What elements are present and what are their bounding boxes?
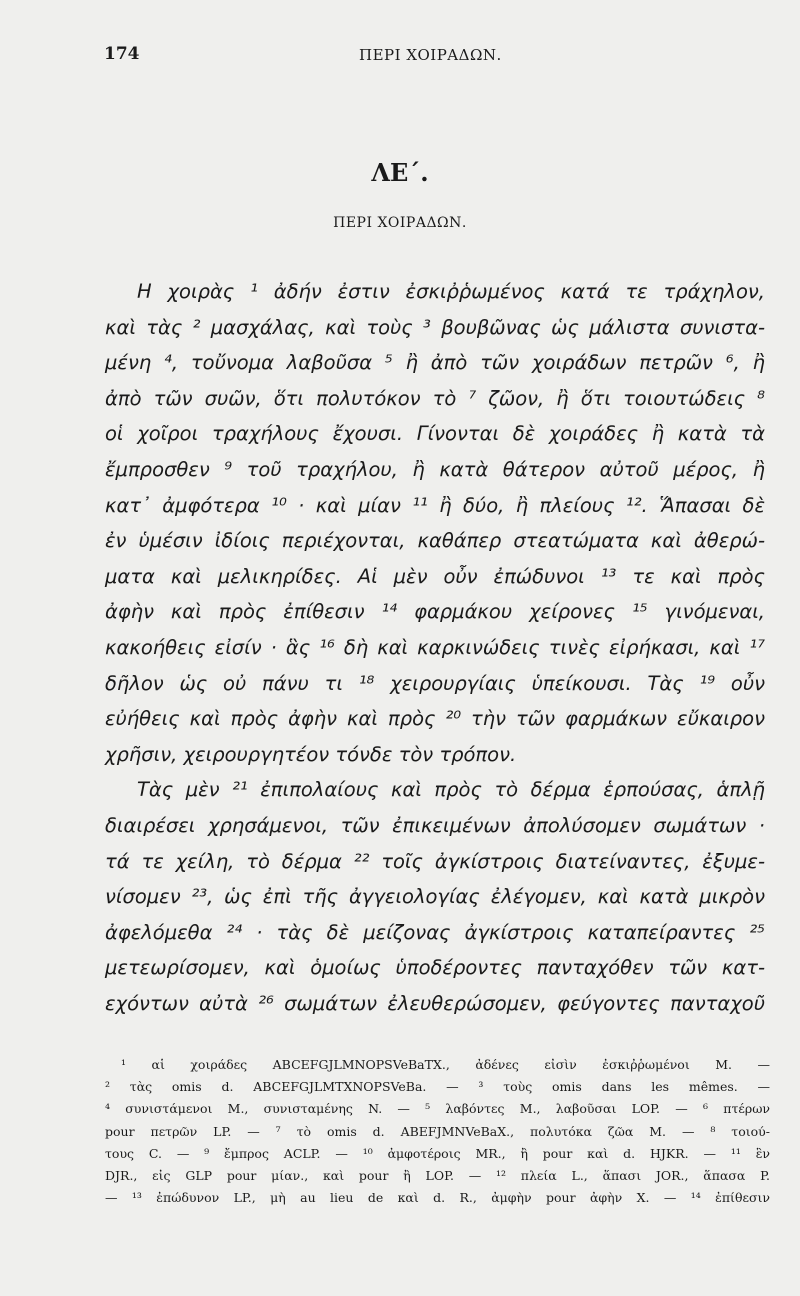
body-line: ἀφελόμεθα ²⁴ · τὰς δὲ μείζονας ἀγκίστροις καταπείραντες ²⁵ [105,920,765,944]
footnote-line: ² τὰς omis d. ABCEFGJLMTXNOPSVeBa. — ³ τοὺς omis dans les mêmes. — [105,1079,770,1095]
body-line: εὐήθεις καὶ πρὸς ἀφὴν καὶ πρὸς ²⁰ τὴν τῶν φαρμάκων εὔκαιρον [105,707,765,731]
footnotes [105,1054,770,1209]
chapter-title: ΠΕΡΙ ΧΟΙΡΑΔΩΝ. [333,215,467,231]
footnote-line: — ¹³ ἐπώδυνον LP., μὴ au lieu de καὶ d. R., ἀμφὴν pour ἀφὴν X. — ¹⁴ ἐπίθεσιν [105,1190,770,1206]
body-line: ματα καὶ μελικηρίδες. Αἱ μὲν οὖν ἐπώδυνοι ¹³ τε καὶ πρὸς [105,564,765,588]
footnote-line: DJR., εἰς GLP pour μίαν., καὶ pour ἢ LOP. — ¹² πλεία L., ἅπασι JOR., ἅπασα P. [105,1167,770,1183]
body-line: ἀφὴν καὶ πρὸς ἐπίθεσιν ¹⁴ φαρμάκου χείρονες ¹⁵ γινόμεναι, [105,600,765,624]
body-line: Η χοιρὰς ¹ ἀδήν ἐστιν ἐσκιῤῥωμένος κατά τε τράχηλον, [137,280,765,303]
body-line: διαιρέσει χρησάμενοι, τῶν ἐπικειμένων ἀπολύσομεν σωμάτων · [105,813,765,837]
footnote-line: ⁴ συνιστάμενοι M., συνισταμένης N. — ⁵ λαβόντες M., λαβοῦσαι LOP. — ⁶ πτέρων [105,1101,770,1117]
body-line: ἐν ὑμέσιν ἰδίοις περιέχονται, καθάπερ στεατώματα καὶ ἀθερώ- [105,529,765,553]
body-line: κατ᾿ ἀμφότερα ¹⁰ · καὶ μίαν ¹¹ ἢ δύο, ἢ πλείους ¹². Ἅπασαι δὲ [105,493,765,517]
body-line: δῆλον ὡς οὐ πάνυ τι ¹⁸ χειρουργίαις ὑπείκουσι. Τὰς ¹⁹ οὖν [105,671,765,695]
body-line: μένη ⁴, τοὔνομα λαβοῦσα ⁵ ἢ ἀπὸ τῶν χοιράδων πετρῶν ⁶, ἢ [105,351,765,375]
running-head [104,44,760,68]
chapter-number: ΛΕ΄. [371,158,429,187]
footnote-line: τους C. — ⁹ ἔμπρος ACLP. — ¹⁰ ἀμφοτέροις MR., ἢ pour καὶ d. HJKR. — ¹¹ ἓν [105,1145,770,1161]
body-line: εχόντων αὐτὰ ²⁶ σωμάτων ἐλευθερώσομεν, φεύγοντες πανταχοῦ [105,991,765,1015]
body-line: μετεωρίσομεν, καὶ ὁμοίως ὑποδέροντες πανταχόθεν τῶν κατ- [105,956,765,980]
running-title: ΠΕΡΙ ΧΟΙΡΑΔΩΝ. [359,46,502,64]
body-line: οἱ χοῖροι τραχήλους ἔχουσι. Γίνονται δὲ χοιράδες ἢ κατὰ τὰ [105,422,765,446]
page-number: 174 [104,44,140,64]
body-line: νίσομεν ²³, ὡς ἐπὶ τῆς ἀγγειολογίας ἐλέγομεν, καὶ κατὰ μικρὸν [105,885,765,909]
body-line: καὶ τὰς ² μασχάλας, καὶ τοὺς ³ βουβῶνας ὡς μάλιστα συνιστα- [105,315,765,339]
body-line: ἀπὸ τῶν συῶν, ὅτι πολυτόκον τὸ ⁷ ζῶον, ἢ ὅτι τοιουτώδεις ⁸ [105,386,765,410]
body-line: Τὰς μὲν ²¹ ἐπιπολαίους καὶ πρὸς τὸ δέρμα ἑρπούσας, ἁπλῇ [137,778,765,802]
footnote-line: pour πετρῶν LP. — ⁷ τὸ omis d. ABEFJMNVeBaX., πολυτόκα ζῶα M. — ⁸ τοιού- [105,1123,770,1139]
footnote-line: ¹ αἱ χοιράδες ABCEFGJLMNOPSVeBaTX., ἀδένες εἰσὶν ἐσκιῤῥωμένοι M. — [121,1057,770,1072]
body-text [105,274,765,1021]
body-line: χρῆσιν, χειρουργητέον τόνδε τὸν τρόπον. [105,742,517,766]
body-line: ἔμπροσθεν ⁹ τοῦ τραχήλου, ἢ κατὰ θάτερον αὐτοῦ μέρος, ἢ [105,457,765,481]
body-line: κακοήθεις εἰσίν · ἃς ¹⁶ δὴ καὶ καρκινώδεις τινὲς εἰρήκασι, καὶ ¹⁷ [105,635,765,659]
body-line: τά τε χείλη, τὸ δέρμα ²² τοῖς ἀγκίστροις διατείναντες, ἐξυμε- [105,849,765,873]
